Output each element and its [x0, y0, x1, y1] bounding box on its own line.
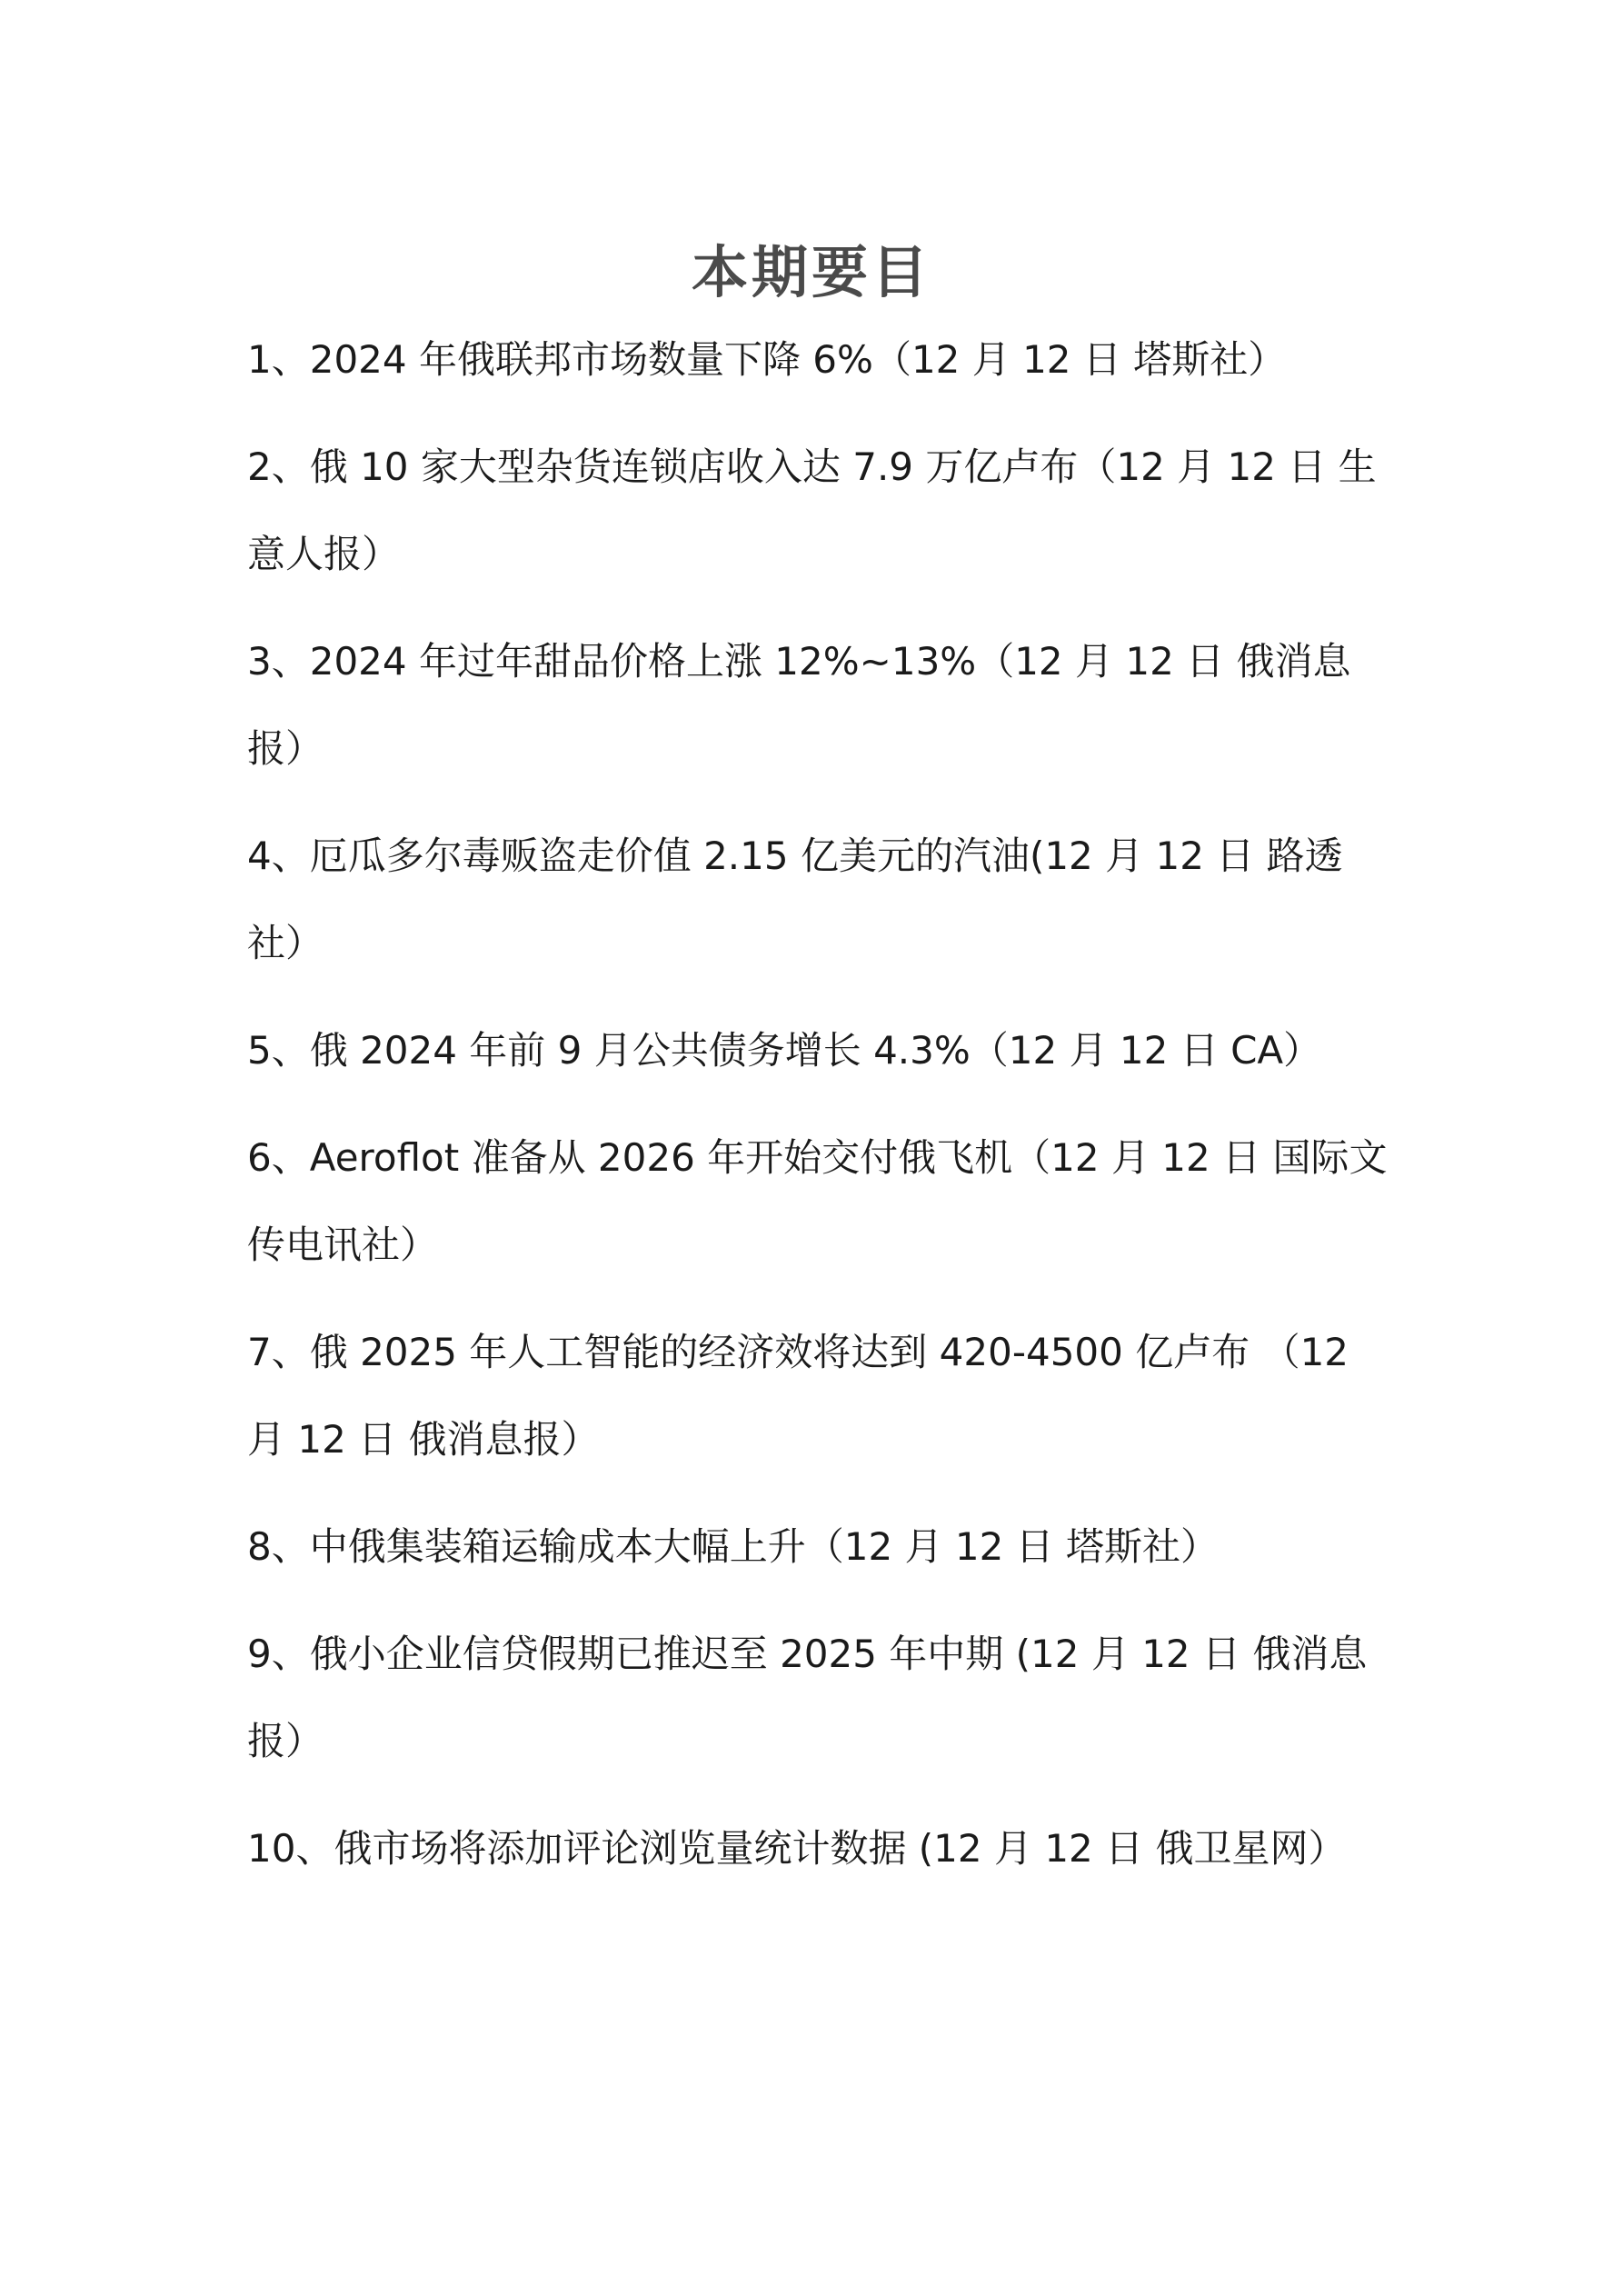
contents-item-9: 9、俄小企业信贷假期已推迟至 2025 年中期 (12 月 12 日 俄消息报） [247, 1632, 1368, 1763]
contents-item-6: 6、Aeroflot 准备从 2026 年开始交付俄飞机（12 月 12 日 国际文传电讯社） [247, 1135, 1388, 1267]
contents-item-10: 10、俄市场将添加评论浏览量统计数据 (12 月 12 日 俄卫星网） [247, 1826, 1347, 1871]
contents-item-8: 8、中俄集装箱运输成本大幅上升（12 月 12 日 塔斯社） [247, 1524, 1220, 1569]
contents-item-1: 1、2024 年俄联邦市场数量下降 6%（12 月 12 日 塔斯社） [247, 337, 1287, 382]
contents-list [247, 316, 1394, 1912]
contents-item-2: 2、俄 10 家大型杂货连锁店收入达 7.9 万亿卢布（12 月 12 日 生意人报） [247, 444, 1377, 576]
contents-item-4: 4、厄瓜多尔毒贩盗走价值 2.15 亿美元的汽油(12 月 12 日 路透社） [247, 834, 1343, 965]
contents-item-3: 3、2024 年过年甜品价格上涨 12%~13%（12 月 12 日 俄消息报） [247, 639, 1351, 771]
page-title: 本期要目 [691, 238, 931, 305]
contents-item-5: 5、俄 2024 年前 9 月公共债务增长 4.3%（12 月 12 日 CA） [247, 1028, 1322, 1073]
contents-item-7: 7、俄 2025 年人工智能的经济效将达到 420-4500 亿卢布 （12 月 12 日 俄消息报） [247, 1330, 1349, 1462]
